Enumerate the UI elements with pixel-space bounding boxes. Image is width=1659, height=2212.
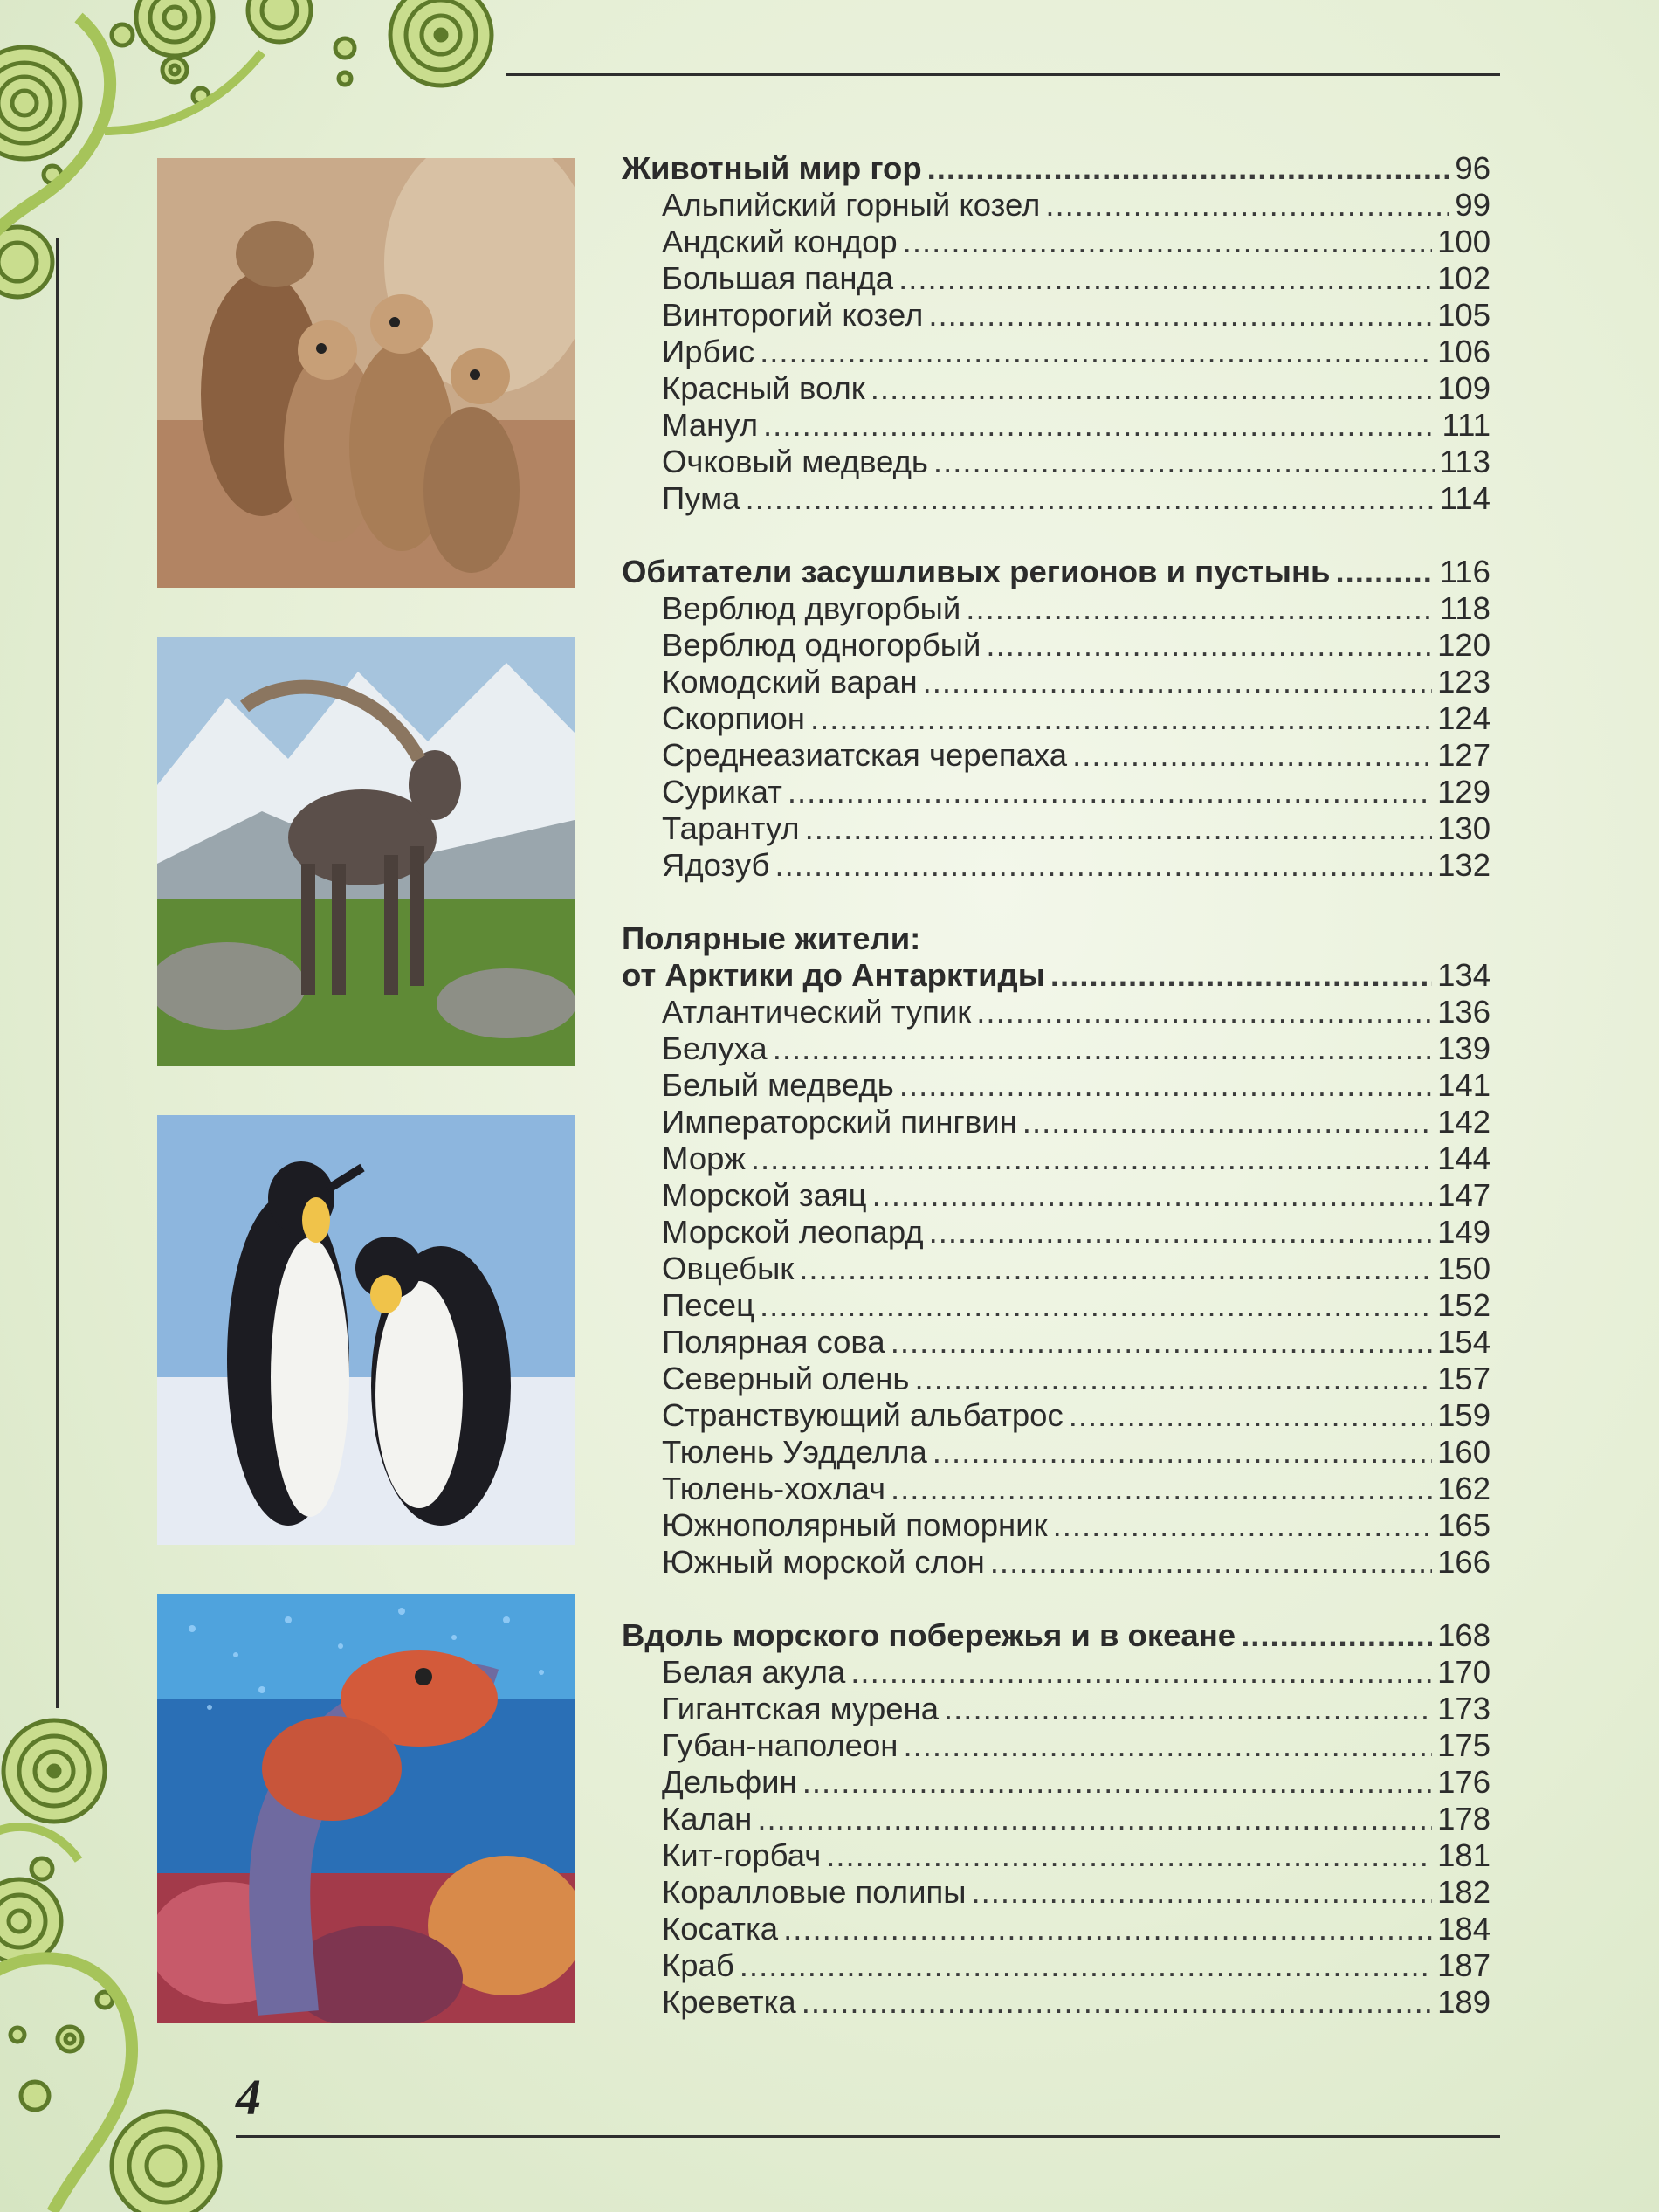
toc-entry[interactable]: Андский кондор ..... 100 — [622, 224, 1490, 260]
toc-entry[interactable]: Песец ..... 152 — [622, 1287, 1490, 1324]
toc-entry[interactable]: Коралловые полипы ..... 182 — [622, 1874, 1490, 1911]
toc-section-heading[interactable]: от Арктики до Антарктиды ..... 134 — [622, 957, 1490, 994]
toc-entry[interactable]: Северный олень ..... 157 — [622, 1361, 1490, 1397]
toc-entry[interactable]: Тюлень-хохлач ..... 162 — [622, 1471, 1490, 1507]
page-number: 4 — [236, 2069, 261, 2126]
toc-entry[interactable]: Среднеазиатская черепаха ..... 127 — [622, 737, 1490, 774]
toc-entry[interactable]: Альпийский горный козел ..... 99 — [622, 187, 1490, 224]
toc-entry[interactable]: Комодский варан ..... 123 — [622, 664, 1490, 700]
toc-entry[interactable]: Императорский пингвин ..... 142 — [622, 1104, 1490, 1140]
toc-entry[interactable]: Большая панда ..... 102 — [622, 260, 1490, 297]
moray-eel-photo — [157, 1594, 575, 2023]
toc-entry[interactable]: Странствующий альбатрос ..... 159 — [622, 1397, 1490, 1434]
toc-entry[interactable]: Манул ..... 111 — [622, 407, 1490, 444]
toc-section-mountains — [622, 150, 1490, 517]
toc-section-ocean — [622, 1617, 1490, 2021]
penguins-photo — [157, 1115, 575, 1545]
toc-entry[interactable]: Гигантская мурена ..... 173 — [622, 1691, 1490, 1727]
left-vertical-rule — [56, 238, 59, 1708]
toc-entry[interactable]: Верблюд одногорбый ..... 120 — [622, 627, 1490, 664]
toc-entry[interactable]: Южнополярный поморник ..... 165 — [622, 1507, 1490, 1544]
toc-entry[interactable]: Красный волк ..... 109 — [622, 370, 1490, 407]
toc-entry[interactable]: Атлантический тупик ..... 136 — [622, 994, 1490, 1030]
toc-entry[interactable]: Пума ..... 114 — [622, 480, 1490, 517]
toc-entry[interactable]: Сурикат ..... 129 — [622, 774, 1490, 810]
toc-entry[interactable]: Белуха ..... 139 — [622, 1030, 1490, 1067]
toc-entry[interactable]: Косатка ..... 184 — [622, 1911, 1490, 1947]
toc-entry[interactable]: Кит-горбач ..... 181 — [622, 1837, 1490, 1874]
toc-entry[interactable]: Белый медведь ..... 141 — [622, 1067, 1490, 1104]
toc-entry[interactable]: Дельфин ..... 176 — [622, 1764, 1490, 1801]
toc-entry[interactable]: Креветка ..... 189 — [622, 1984, 1490, 2021]
toc-entry[interactable]: Краб ..... 187 — [622, 1947, 1490, 1984]
top-rule — [506, 73, 1500, 76]
toc-entry[interactable]: Скорпион ..... 124 — [622, 700, 1490, 737]
toc-section-heading-line1: Полярные жители: — [622, 920, 921, 956]
toc-entry[interactable]: Белая акула ..... 170 — [622, 1654, 1490, 1691]
toc-entry[interactable]: Полярная сова ..... 154 — [622, 1324, 1490, 1361]
toc-entry[interactable]: Очковый медведь ..... 113 — [622, 444, 1490, 480]
toc-entry[interactable]: Калан ..... 178 — [622, 1801, 1490, 1837]
bottom-rule — [236, 2135, 1500, 2138]
toc-entry[interactable]: Тюлень Уэдделла ..... 160 — [622, 1434, 1490, 1471]
table-of-contents — [622, 150, 1490, 2057]
toc-entry[interactable]: Морской заяц ..... 147 — [622, 1177, 1490, 1214]
toc-entry[interactable]: Ядозуб ..... 132 — [622, 847, 1490, 884]
toc-entry[interactable]: Морской леопард ..... 149 — [622, 1214, 1490, 1251]
meerkats-photo — [157, 158, 575, 588]
toc-section-heading[interactable]: Животный мир гор ..... 96 — [622, 150, 1490, 187]
toc-entry[interactable]: Тарантул ..... 130 — [622, 810, 1490, 847]
toc-entry[interactable]: Винторогий козел ..... 105 — [622, 297, 1490, 334]
toc-section-polar — [622, 920, 1490, 1581]
ibex-photo — [157, 637, 575, 1066]
toc-entry[interactable]: Овцебык ..... 150 — [622, 1251, 1490, 1287]
toc-entry[interactable]: Ирбис ..... 106 — [622, 334, 1490, 370]
toc-section-heading[interactable]: Обитатели засушливых регионов и пустынь ..... 116 — [622, 554, 1490, 590]
toc-entry[interactable]: Морж ..... 144 — [622, 1140, 1490, 1177]
toc-entry[interactable]: Южный морской слон ..... 166 — [622, 1544, 1490, 1581]
toc-entry[interactable]: Верблюд двугорбый ..... 118 — [622, 590, 1490, 627]
toc-entry[interactable]: Губан-наполеон ..... 175 — [622, 1727, 1490, 1764]
toc-section-heading[interactable]: Вдоль морского побережья и в океане ..... 168 — [622, 1617, 1490, 1654]
toc-section-deserts — [622, 554, 1490, 884]
